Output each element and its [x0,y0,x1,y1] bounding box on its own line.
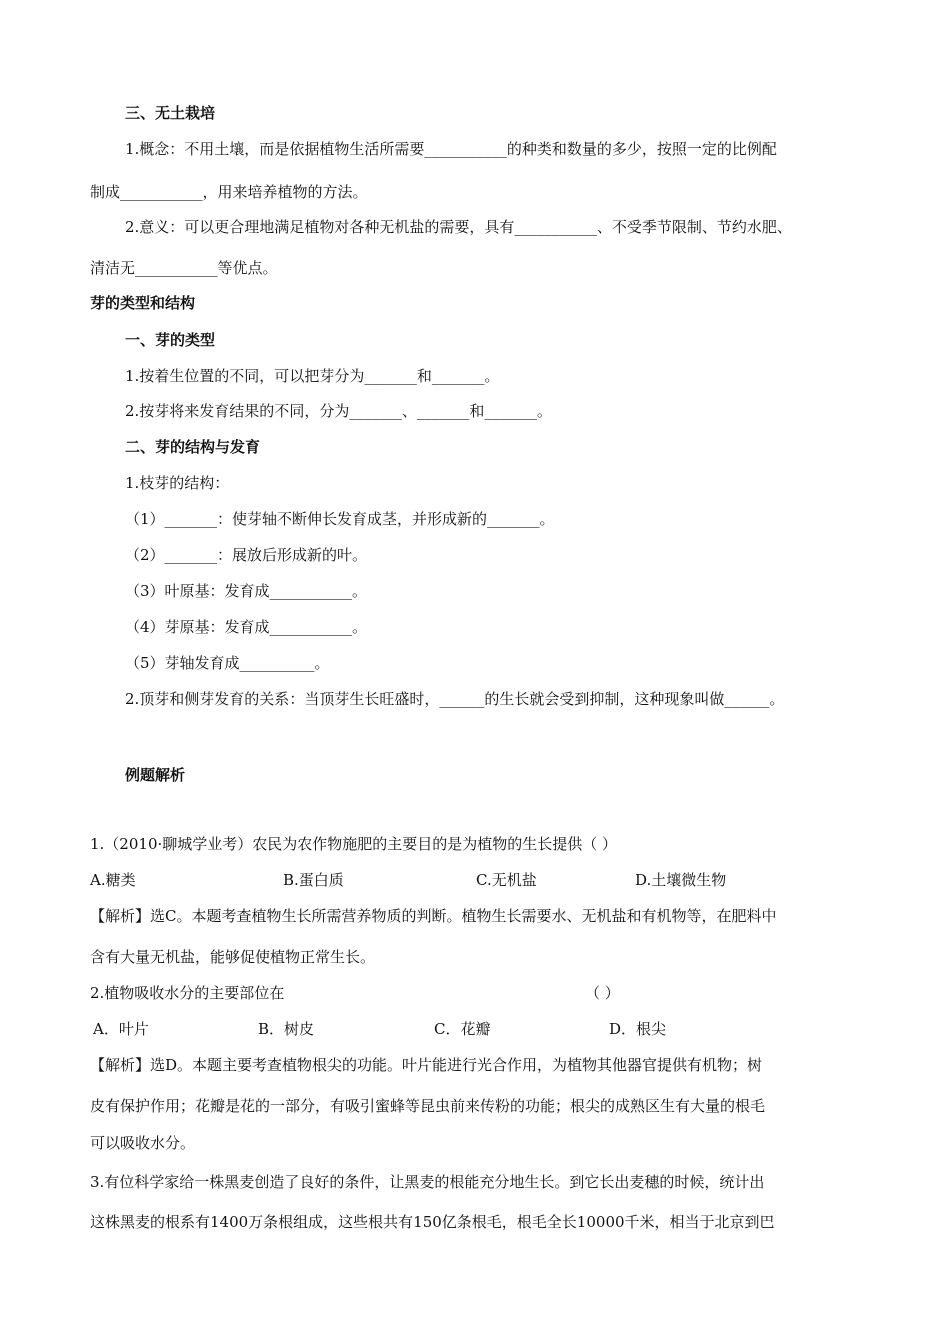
q3-line-2: 这株黑麦的根系有1400万条根组成，这些根共有150亿条根毛，根毛全长10000千米，相当于北京到巴 [90,1213,775,1231]
meaning-line-2: 清洁无___________等优点。 [90,259,278,277]
section3-heading: 三、无土栽培 [125,104,216,122]
bud-item-4: （4）芽原基：发育成___________。 [125,618,368,636]
q1-option-a: A.糖类 [90,871,136,889]
q3-line-1: 3.有位科学家给一株黑麦创造了良好的条件，让黑麦的根能充分地生长。到它长出麦穗的时候，统计出 [90,1173,765,1191]
bud-types-q2: 2.按芽将来发育结果的不同，分为_______、_______和_______。 [125,402,552,420]
bud-item-2: （2）_______：展放后形成新的叶。 [125,546,368,564]
q1-option-b: B.蛋白质 [283,871,344,889]
bud-title: 芽的类型和结构 [90,294,196,312]
bud-structure-heading: 二、芽的结构与发育 [125,438,261,456]
q2-analysis-line-2: 皮有保护作用；花瓣是花的一部分，有吸引蜜蜂等昆虫前来传粉的功能；根尖的成熟区生有大量的根毛 [90,1097,766,1115]
q2-analysis-line-1: 【解析】选D。本题主要考查植物根尖的功能。叶片能进行光合作用，为植物其他器官提供有机物；树 [90,1056,763,1074]
meaning-line-1: 2.意义：可以更合理地满足植物对各种无机盐的需要，具有___________、不受季节限制、节约水肥、 [125,218,792,236]
concept-line-2: 制成___________，用来培养植物的方法。 [90,183,368,201]
bud-item-3: （3）叶原基：发育成___________。 [125,582,368,600]
q2-option-c: C．花瓣 [434,1020,491,1038]
concept-line-1: 1.概念：不用土壤，而是依据植物生活所需要___________的种类和数量的多少，按照一定的比例配 [125,140,777,158]
bud-structure-intro: 1.枝芽的结构： [125,474,230,492]
q1-option-d: D.土壤微生物 [635,871,727,889]
q1-option-c: C.无机盐 [476,871,537,889]
q2-stem: 2.植物吸收水分的主要部位在 [90,984,285,1002]
q2-option-b: B．树皮 [258,1020,315,1038]
q1-analysis-line-1: 【解析】选C。本题考查植物生长所需营养物质的判断。植物生长需要水、无机盐和有机物等，在肥料中 [90,907,777,925]
examples-heading: 例题解析 [125,766,186,784]
q2-answer-bracket: （ ） [585,984,620,1002]
bud-relation: 2.顶芽和侧芽发育的关系：当顶芽生长旺盛时，______的生长就会受到抑制，这种现象叫做______。 [125,690,785,708]
q2-option-a: A．叶片 [93,1020,149,1038]
bud-item-1: （1）_______：使芽轴不断伸长发育成茎，并形成新的_______。 [125,510,555,528]
bud-types-heading: 一、芽的类型 [125,331,216,349]
q1-analysis-line-2: 含有大量无机盐，能够促使植物正常生长。 [90,948,376,966]
bud-item-5: （5）芽轴发育成__________。 [125,654,330,672]
bud-types-q1: 1.按着生位置的不同，可以把芽分为_______和_______。 [125,367,500,385]
q2-analysis-line-3: 可以吸收水分。 [90,1134,196,1152]
q1-stem: 1.（2010·聊城学业考）农民为农作物施肥的主要目的是为植物的生长提供（ ） [90,835,618,853]
q2-option-d: D．根尖 [609,1020,667,1038]
